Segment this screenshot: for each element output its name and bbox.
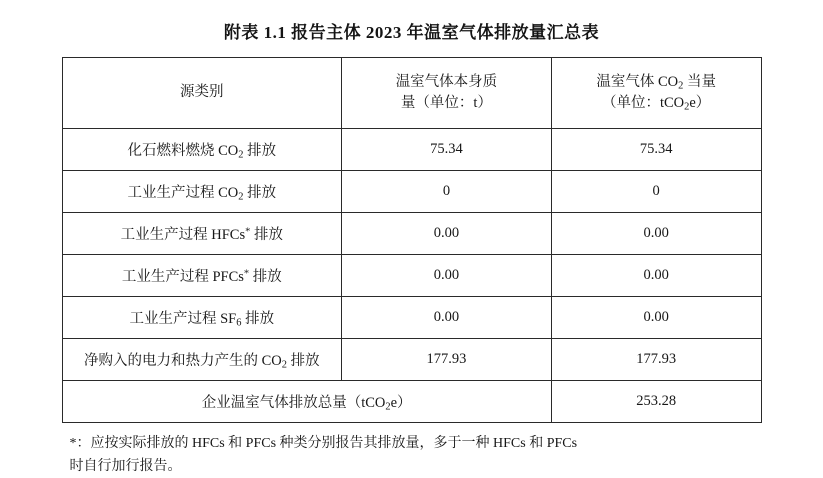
cell-mass: 75.34 <box>342 129 552 171</box>
header-co2e-line1 <box>558 72 755 93</box>
row-label-suffix: 排放 <box>286 352 320 369</box>
row-label-subscript: 6 <box>236 317 242 329</box>
row-label-fossil-fuel-combustion <box>62 129 342 171</box>
row-label-suffix: 排放 <box>249 269 282 285</box>
header-co2e-line2: （单位：tCO$_2$e） <box>601 95 711 113</box>
table-row <box>62 339 761 381</box>
cell-mass: 0.00 <box>342 213 552 255</box>
header-gas-mass-line2: 量（单位：t） <box>400 95 492 111</box>
header-co2e-line1-post: 当量 <box>683 73 716 90</box>
page-title: 附表 1.1 报告主体 2023 年温室气体排放量汇总表 <box>223 23 600 42</box>
table-row <box>62 171 761 213</box>
header-co2e-subscript: 2 <box>678 79 684 91</box>
cell-co2e: 0.00 <box>551 255 761 297</box>
cell-co2e: 75.34 <box>551 129 761 171</box>
header-source-category: 源类别 <box>62 58 342 129</box>
row-label-text: 化石燃料燃烧 CO <box>127 142 239 159</box>
table-total-row <box>62 381 761 423</box>
table-header-row <box>62 58 761 129</box>
total-label: 企业温室气体排放总量（tCO$_2$e） <box>62 381 551 423</box>
row-label-footnote-marker: * <box>245 226 251 238</box>
table-row <box>62 255 761 297</box>
row-label-suffix: 排放 <box>250 227 283 243</box>
row-label-suffix: 排放 <box>241 310 275 327</box>
header-co2e <box>551 58 761 129</box>
table-footnote <box>62 432 762 478</box>
row-label-text: 工业生产过程 PFCs <box>121 269 244 285</box>
row-label-footnote-marker: * <box>243 268 250 280</box>
row-label-suffix: 排放 <box>243 184 277 201</box>
footnote-line-1: *：应按实际排放的 HFCs 和 PFCs 种类分别报告其排放量，多于一种 HFCs 和 PFCs <box>69 436 578 451</box>
row-label-industrial-process-co2 <box>62 171 342 213</box>
row-label-industrial-process-hfcs <box>62 213 342 255</box>
row-label-subscript: 2 <box>238 149 244 161</box>
row-label-text: 工业生产过程 SF <box>129 310 237 327</box>
cell-mass: 177.93 <box>342 339 552 381</box>
row-label-text: 工业生产过程 CO <box>127 184 239 201</box>
row-label-text: 净购入的电力和热力产生的 CO <box>83 352 282 369</box>
row-label-purchased-electricity-heat <box>62 339 342 381</box>
cell-mass: 0 <box>342 171 552 213</box>
table-row <box>62 129 761 171</box>
cell-co2e: 0.00 <box>551 297 761 339</box>
row-label-suffix: 排放 <box>243 142 277 159</box>
cell-mass: 0.00 <box>342 255 552 297</box>
cell-co2e: 0 <box>551 171 761 213</box>
row-label-text: 工业生产过程 HFCs <box>120 227 246 243</box>
emissions-summary-table <box>62 57 762 423</box>
header-gas-mass-line1: 温室气体本身质 <box>395 73 498 90</box>
footnote-line-2: 时自行加行报告。 <box>69 459 182 475</box>
total-label-subscript: 2 <box>385 401 391 413</box>
cell-co2e: 0.00 <box>551 213 761 255</box>
row-label-industrial-process-pfcs <box>62 255 342 297</box>
table-row <box>62 297 761 339</box>
total-value: 253.28 <box>551 381 761 423</box>
row-label-industrial-process-sf6 <box>62 297 342 339</box>
cell-co2e: 177.93 <box>551 339 761 381</box>
row-label-subscript: 2 <box>238 191 244 203</box>
row-label-subscript: 2 <box>281 359 287 371</box>
emissions-table-wrapper <box>62 57 762 423</box>
header-gas-mass <box>342 58 552 129</box>
header-co2e-unit-subscript: 2 <box>684 101 690 113</box>
cell-mass: 0.00 <box>342 297 552 339</box>
table-row <box>62 213 761 255</box>
header-co2e-line1-pre: 温室气体 CO <box>596 73 679 90</box>
